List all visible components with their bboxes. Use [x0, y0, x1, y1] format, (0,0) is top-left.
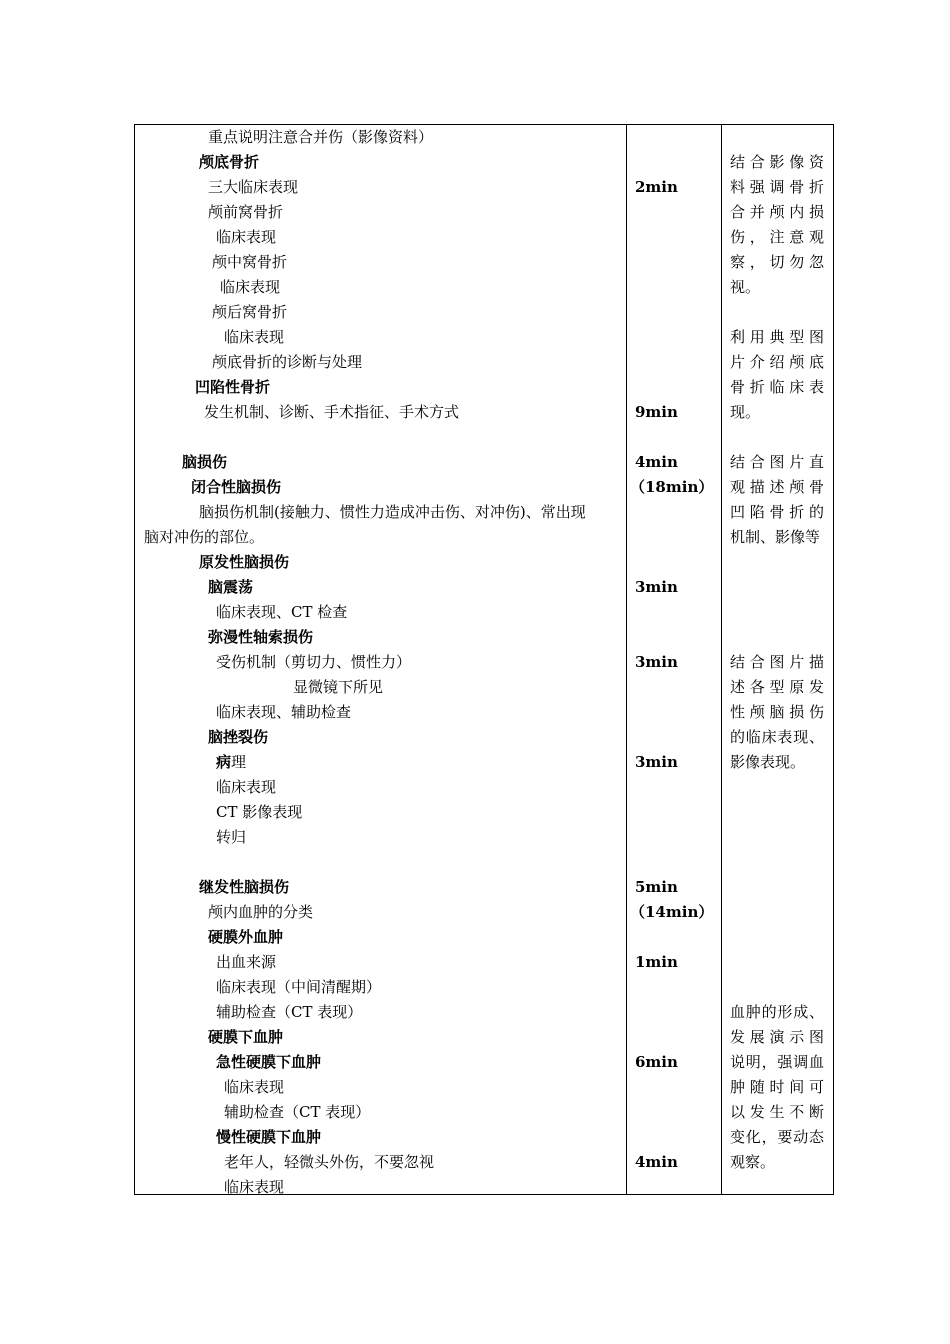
outline-heading: 原发性脑损伤 [199, 553, 290, 571]
note-line: 结合图片描 [730, 653, 824, 671]
outline-plain-part: 理 [231, 753, 247, 771]
outline-heading: 硬膜外血肿 [208, 928, 284, 946]
outline-line: 颅前窝骨折 [208, 203, 284, 221]
note-line: 察，切勿忽 [730, 253, 824, 271]
outline-bold-part: 病 [216, 753, 232, 771]
outline-heading: 闭合性脑损伤 [191, 478, 282, 496]
note-line: 影像表现。 [730, 753, 806, 771]
outline-heading: 硬膜下血肿 [208, 1028, 284, 1046]
outline-line: 临床表现 [224, 1078, 285, 1096]
outline-line: 临床表现 [224, 1178, 285, 1196]
time-value: 4min [635, 453, 678, 471]
note-line: 现。 [730, 403, 761, 421]
outline-line [216, 750, 246, 775]
time-value: 3min [635, 653, 678, 671]
outline-line: 脑损伤机制(接触力、惯性力造成冲击伤、对冲伤)、常出现 [199, 503, 586, 521]
time-value: 4min [635, 1153, 678, 1171]
time-value: 1min [635, 953, 678, 971]
note-line: 结合图片直 [730, 453, 824, 471]
time-value: 5min [635, 878, 678, 896]
note-line: 片介绍颅底 [730, 353, 824, 371]
outline-heading: 继发性脑损伤 [199, 878, 290, 896]
outline-line: CT 影像表现 [216, 803, 303, 821]
time-value: 9min [635, 403, 678, 421]
note-line: 观察。 [730, 1153, 776, 1171]
outline-line: 三大临床表现 [208, 178, 299, 196]
outline-line: 显微镜下所见 [293, 678, 384, 696]
note-line: 伤，注意观 [730, 228, 824, 246]
outline-heading: 脑挫裂伤 [208, 728, 269, 746]
note-line: 说明，强调血 [730, 1053, 824, 1071]
time-value: 6min [635, 1053, 678, 1071]
outline-line: 转归 [216, 828, 247, 846]
note-line: 利用典型图 [730, 328, 824, 346]
note-line: 结合影像资 [730, 153, 824, 171]
outline-heading: 凹陷性骨折 [195, 378, 271, 396]
outline-heading: 脑损伤 [182, 453, 228, 471]
note-line: 的临床表现、 [730, 728, 824, 746]
note-line: 性颅脑损伤 [730, 703, 824, 721]
outline-line: 辅助检查（CT 表现） [216, 1003, 363, 1021]
outline-heading: 弥漫性轴索损伤 [208, 628, 314, 646]
note-line: 变化，要动态 [730, 1128, 824, 1146]
outline-line: 重点说明注意合并伤（影像资料） [208, 128, 434, 146]
note-line: 观描述颅骨 [730, 478, 824, 496]
outline-line: 临床表现 [224, 328, 285, 346]
notes-column [722, 125, 834, 1194]
note-line: 述各型原发 [730, 678, 824, 696]
note-line: 发展演示图 [730, 1028, 824, 1046]
outline-line: 辅助检查（CT 表现） [224, 1103, 371, 1121]
note-line: 肿随时间可 [730, 1078, 824, 1096]
outline-line: 临床表现（中间清醒期） [216, 978, 382, 996]
note-line: 机制、影像等 [730, 528, 821, 546]
outline-line: 颅中窝骨折 [212, 253, 288, 271]
outline-line: 临床表现、CT 检查 [216, 603, 348, 621]
outline-line: 临床表现、辅助检查 [216, 703, 352, 721]
note-line: 以发生不断 [730, 1103, 824, 1121]
outline-line: 颅内血肿的分类 [208, 903, 314, 921]
time-value: 3min [635, 753, 678, 771]
outline-line: 临床表现 [216, 778, 277, 796]
outline-line: 老年人，轻微头外伤，不要忽视 [224, 1153, 435, 1171]
outline-line: 发生机制、诊断、手术指征、手术方式 [204, 403, 460, 421]
outline-line: 颅底骨折的诊断与处理 [212, 353, 363, 371]
outline-line: 临床表现 [220, 278, 281, 296]
outline-heading: 急性硬膜下血肿 [216, 1053, 322, 1071]
note-line: 骨折临床表 [730, 378, 824, 396]
outline-heading: 脑震荡 [208, 578, 254, 596]
note-line: 料强调骨折 [730, 178, 824, 196]
note-line: 血肿的形成、 [730, 1003, 824, 1021]
time-value: （18min） [630, 478, 714, 496]
time-column [627, 125, 721, 1194]
outline-line: 脑对冲伤的部位。 [144, 528, 265, 546]
note-line: 凹陷骨折的 [730, 503, 824, 521]
time-value: 2min [635, 178, 678, 196]
outline-line: 临床表现 [216, 228, 277, 246]
time-value: （14min） [630, 903, 714, 921]
outline-line: 出血来源 [216, 953, 277, 971]
note-line: 合并颅内损 [730, 203, 824, 221]
note-line: 视。 [730, 278, 761, 296]
time-value: 3min [635, 578, 678, 596]
outline-heading: 颅底骨折 [199, 153, 260, 171]
lesson-plan-table [134, 124, 834, 1195]
outline-line: 受伤机制（剪切力、惯性力） [216, 653, 412, 671]
outline-line: 颅后窝骨折 [212, 303, 288, 321]
outline-heading: 慢性硬膜下血肿 [216, 1128, 322, 1146]
